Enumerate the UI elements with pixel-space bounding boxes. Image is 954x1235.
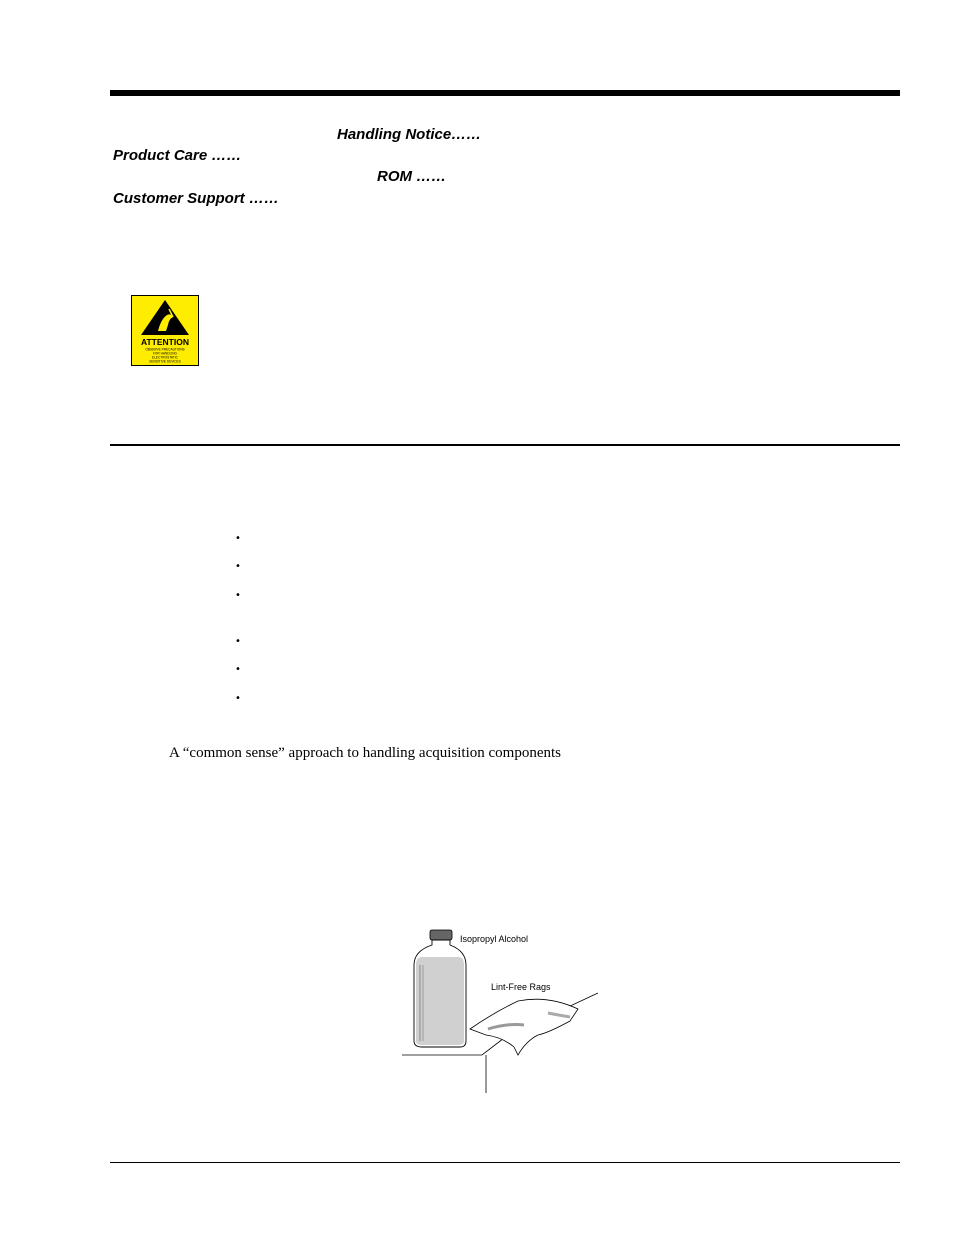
figure-label-rags: Lint-Free Rags	[491, 982, 551, 992]
bullet-6: •	[235, 693, 241, 704]
ref-rom: ROM ……	[377, 168, 447, 185]
esd-label-line3: ELECTROSTATIC	[152, 355, 178, 360]
cleaning-supplies-figure	[398, 925, 602, 1095]
esd-label-title: ATTENTION	[140, 337, 190, 347]
esd-label-line4: SENSITIVE DEVICES	[149, 359, 181, 364]
ref-customer-support: Customer Support ……	[113, 190, 279, 207]
bullet-3: •	[235, 590, 241, 601]
bullet-5: •	[235, 664, 241, 675]
bullet-2: •	[235, 561, 241, 572]
ref-product-care: Product Care ……	[113, 147, 242, 164]
esd-label-line1: OBSERVE PRECAUTIONS	[145, 347, 185, 352]
lint-free-rags-icon	[470, 999, 578, 1055]
alcohol-bottle-icon	[414, 930, 466, 1047]
common-sense-paragraph: A “common sense” approach to handling acquisition components	[169, 745, 561, 761]
header-rule	[110, 90, 900, 96]
section-rule	[110, 444, 900, 446]
ref-handling-notice: Handling Notice……	[337, 126, 482, 143]
bullet-1: •	[235, 533, 241, 544]
bullet-4: •	[235, 636, 241, 647]
footer-rule	[110, 1162, 900, 1163]
esd-attention-label	[131, 295, 199, 366]
figure-label-alcohol: Isopropyl Alcohol	[460, 934, 529, 944]
esd-label-line2: FOR HANDLING	[152, 351, 178, 356]
